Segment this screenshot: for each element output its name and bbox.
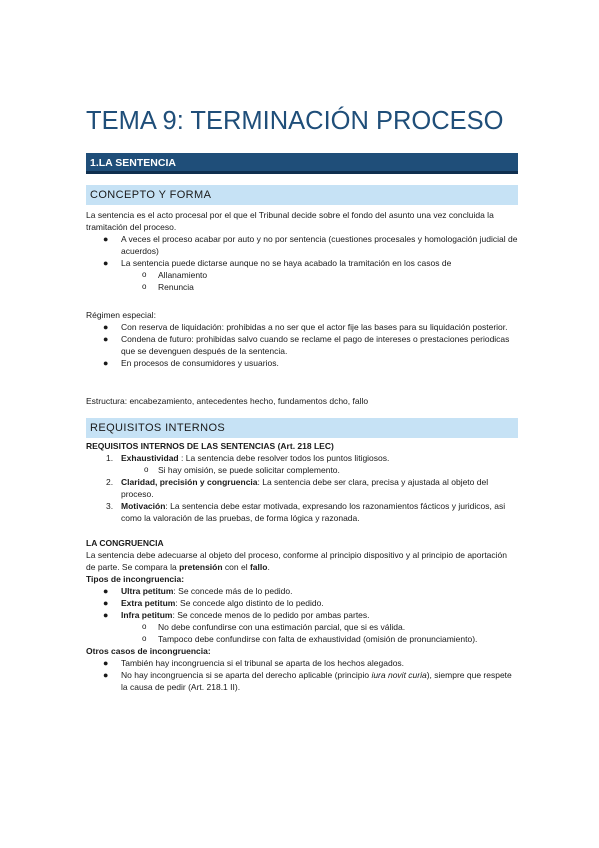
list-item: ● En procesos de consumidores y usuarios. bbox=[103, 358, 279, 368]
concepto-block bbox=[86, 209, 518, 293]
numbered-item: 1. Exhaustividad : La sentencia debe resolver todos los puntos litigiosos. bbox=[106, 453, 390, 463]
section-heading-sentencia: 1.LA SENTENCIA bbox=[86, 153, 518, 174]
sub-list-item: o No debe confundirse con una estimación parcial, que si es válida. bbox=[142, 622, 406, 632]
otros-label: Otros casos de incongruencia: bbox=[86, 646, 211, 656]
bullet-marker: ● bbox=[103, 322, 109, 332]
sub-list-item: o Si hay omisión, se puede solicitar complemento. bbox=[144, 465, 340, 475]
bullet-marker: ● bbox=[103, 258, 109, 268]
subsection-heading-requisitos: REQUISITOS INTERNOS bbox=[86, 418, 518, 438]
sub-bullet-marker: o bbox=[142, 622, 147, 631]
list-item: ● Condena de futuro: prohibidas salvo cuando se reclame el pago de intereses o prestaciones periodicas que se devenguen después de la sentencia. bbox=[103, 334, 510, 356]
regimen-block bbox=[86, 309, 518, 369]
bullet-marker: ● bbox=[103, 610, 109, 620]
congruencia-block bbox=[86, 537, 518, 693]
sub-list-item: o Renuncia bbox=[142, 282, 194, 292]
congruencia-heading: LA CONGRUENCIA bbox=[86, 538, 164, 548]
estructura-text: Estructura: encabezamiento, antecedentes hecho, fundamentos dcho, fallo bbox=[86, 396, 369, 406]
bullet-marker: ● bbox=[103, 334, 109, 344]
requisitos-subheading: REQUISITOS INTERNOS DE LAS SENTENCIAS (Art. 218 LEC) bbox=[86, 441, 334, 451]
list-item: ● Ultra petitum: Se concede más de lo pedido. bbox=[103, 586, 293, 596]
concepto-intro: La sentencia es el acto procesal por el que el Tribunal decide sobre el fondo del asunto una vez concluida la tramitación del proceso. bbox=[86, 210, 494, 232]
list-item: ● Extra petitum: Se concede algo distinto de lo pedido. bbox=[103, 598, 324, 608]
sub-bullet-marker: o bbox=[144, 465, 149, 474]
bullet-marker: ● bbox=[103, 658, 109, 668]
numbered-item: 3. Motivación: La sentencia debe estar motivada, expresando los razonamientos fácticos y juridicos, asi como la valoración de las pruebas, de forma lógica y razonada. bbox=[106, 501, 506, 523]
list-item: ● No hay incongruencia si se aparta del derecho aplicable (principio iura novit curia), siempre que respete la causa de pedir (Art. 218.1 II). bbox=[103, 670, 512, 692]
sub-bullet-marker: o bbox=[142, 634, 147, 643]
list-item: ● Con reserva de liquidación: prohibidas a no ser que el actor fije las bases para su liquidación posterior. bbox=[103, 322, 508, 332]
sub-bullet-marker: o bbox=[142, 282, 147, 291]
bullet-marker: ● bbox=[103, 670, 109, 680]
subsection-heading-concepto: CONCEPTO Y FORMA bbox=[86, 185, 518, 205]
list-item: ● La sentencia puede dictarse aunque no se haya acabado la tramitación en los casos de bbox=[103, 258, 452, 268]
list-item: ● También hay incongruencia si el tribunal se aparta de los hechos alegados. bbox=[103, 658, 405, 668]
list-item: ● Infra petitum: Se concede menos de lo pedido por ambas partes. bbox=[103, 610, 370, 620]
requisitos-block bbox=[86, 440, 518, 524]
sub-bullet-marker: o bbox=[142, 270, 147, 279]
bullet-marker: ● bbox=[103, 586, 109, 596]
sub-list-item: o Tampoco debe confundirse con falta de exhaustividad (omisión de pronunciamiento). bbox=[142, 634, 478, 644]
bullet-marker: ● bbox=[103, 358, 109, 368]
numbered-item: 2. Claridad, precisión y congruencia: La sentencia debe ser clara, precisa y ajustada al objeto del proceso. bbox=[106, 477, 489, 499]
tipos-label: Tipos de incongruencia: bbox=[86, 574, 185, 584]
bullet-marker: ● bbox=[103, 598, 109, 608]
regimen-label: Régimen especial: bbox=[86, 310, 156, 320]
congruencia-paragraph: La sentencia debe adecuarse al objeto del proceso, conforme al principio dispositivo y al principio de aportación de parte. Se compara la pretensión con el fallo. bbox=[86, 550, 508, 572]
list-item: ● A veces el proceso acabar por auto y no por sentencia (cuestiones procesales y homologación judicial de acuerdos) bbox=[103, 234, 518, 256]
sub-list-item: o Allanamiento bbox=[142, 270, 208, 280]
bullet-marker: ● bbox=[103, 234, 109, 244]
page-title: TEMA 9: TERMINACIÓN PROCESO bbox=[86, 107, 504, 135]
